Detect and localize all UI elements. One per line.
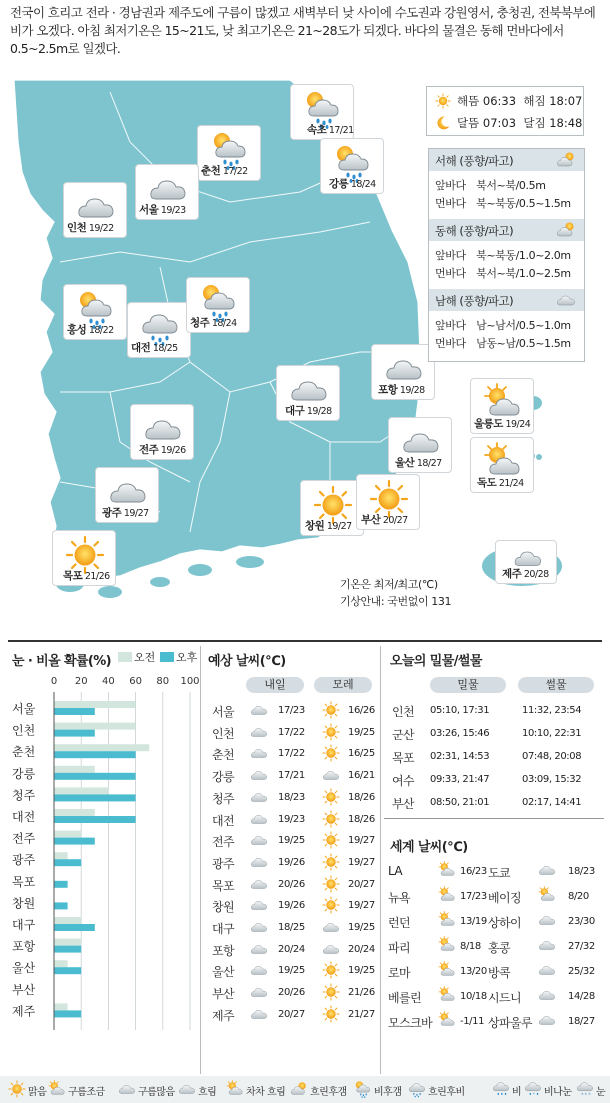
world-temp: 23/30 — [568, 916, 595, 927]
cloud-icon — [248, 701, 270, 719]
bar-pm — [54, 773, 136, 780]
forecast-tomorrow: 19/26 — [278, 856, 305, 868]
cloud-icon — [248, 723, 270, 741]
bar-pm — [54, 967, 81, 974]
forecast-dayafter: 16/25 — [348, 748, 375, 760]
sun-cloud-icon — [46, 1080, 68, 1098]
forecast-dayafter: 21/26 — [348, 987, 375, 999]
legend-am-swatch — [118, 652, 132, 662]
world-city: 상하이 — [488, 916, 521, 930]
world-city: 모스크바 — [388, 1016, 432, 1030]
forecast-dayafter: 20/24 — [348, 943, 375, 955]
city-tile-daejeon: 대전 18/25 — [127, 302, 191, 358]
forecast-city: 인천 — [212, 726, 234, 741]
world-temp: 25/32 — [568, 966, 595, 977]
world-temp: 27/32 — [568, 941, 595, 952]
precip-title: 눈 · 비올 확률(%) — [12, 654, 112, 669]
cloud-icon — [248, 983, 270, 1001]
bar-am — [54, 831, 81, 838]
cloud-rain-icon — [406, 1080, 428, 1098]
tide-low: 03:09, 15:32 — [522, 774, 582, 785]
bar-am — [54, 939, 81, 946]
category-label: 포항 — [12, 939, 36, 954]
sun-cloud-icon — [436, 936, 458, 954]
bar-pm — [54, 924, 95, 931]
city-tile-sokcho: 속초 17/21 — [290, 84, 354, 140]
forecast-tomorrow: 17/22 — [278, 726, 305, 738]
forecast-tomorrow: 20/24 — [278, 943, 305, 955]
cloud-icon — [248, 918, 270, 936]
bar-am — [54, 809, 95, 816]
legend-label: 비 — [512, 1087, 522, 1098]
legend-label: 흐림 — [198, 1087, 217, 1098]
sun-icon — [320, 853, 342, 871]
col-high-tide: 밀물 — [430, 677, 506, 693]
sun-icon — [320, 744, 342, 762]
sun-icon — [320, 788, 342, 806]
world-temp: 8/18 — [460, 941, 481, 952]
forecast-city: 창원 — [212, 900, 234, 915]
category-label: 광주 — [12, 853, 36, 868]
forecast-city: 청주 — [212, 791, 234, 806]
tick-label: 20 — [74, 676, 88, 687]
cloud-icon — [320, 766, 342, 784]
bar-pm — [54, 881, 68, 888]
bar-am — [54, 917, 81, 924]
forecast-dayafter: 19/25 — [348, 965, 375, 977]
sun-icon — [320, 723, 342, 741]
category-label: 인천 — [12, 723, 36, 738]
forecast-dayafter: 19/27 — [348, 835, 375, 847]
legend-pm-label: 오후 — [176, 651, 198, 664]
city-tile-daegu: 대구 19/28 — [276, 365, 340, 421]
city-tile-gwangju: 광주 19/27 — [95, 467, 159, 523]
category-label: 목포 — [12, 874, 36, 889]
moon-icon — [435, 115, 451, 131]
forecast-tomorrow: 17/23 — [278, 705, 305, 716]
sun-icon — [320, 961, 342, 979]
forecast-tomorrow: 18/23 — [278, 791, 305, 803]
category-label: 창원 — [12, 896, 36, 911]
sun-cloud-icon — [436, 861, 458, 879]
sun-cloud-icon — [436, 911, 458, 929]
city-tile-ulleungdo: 울릉도 19/24 — [470, 378, 534, 434]
forecast-tomorrow: 19/26 — [278, 900, 305, 912]
tide-low: 07:48, 20:08 — [522, 751, 582, 762]
legend-am-label: 오전 — [134, 651, 156, 664]
tide-high: 09:33, 21:47 — [430, 774, 490, 785]
world-city: 로마 — [388, 966, 410, 980]
world-temp: 17/23 — [460, 891, 487, 902]
divider-right — [380, 646, 381, 1074]
sun-icon — [320, 896, 342, 914]
legend-label: 비후갬 — [374, 1087, 402, 1098]
world-temp: 18/27 — [568, 1016, 595, 1027]
tick-label: 60 — [129, 676, 142, 687]
legend-label: 차차 흐림 — [246, 1087, 286, 1098]
forecast-dayafter: 19/27 — [348, 900, 375, 912]
cloud-icon — [248, 853, 270, 871]
cloud-icon — [536, 911, 558, 929]
cloud-icon — [248, 744, 270, 762]
bar-pm — [54, 751, 136, 758]
sun-cloud-rain-icon — [352, 1080, 374, 1098]
forecast-city: 부산 — [212, 987, 234, 1002]
cloud-icon — [248, 810, 270, 828]
forecast-city: 강릉 — [212, 770, 234, 785]
bar-am — [54, 766, 95, 773]
sea-south-heading: 남해 (풍향/파고) — [429, 289, 584, 311]
category-label: 대구 — [12, 918, 36, 932]
sun-cloud-icon — [536, 886, 558, 904]
category-label: 부산 — [12, 982, 36, 997]
world-city: 베이징 — [488, 891, 521, 905]
sea-west-heading: 서해 (풍향/파고) — [429, 149, 584, 171]
city-tile-mokpo: 목포 21/26 — [52, 530, 116, 586]
city-tile-dokdo: 독도 21/24 — [470, 437, 534, 493]
sun-icon — [6, 1080, 28, 1098]
category-label: 춘천 — [12, 745, 36, 760]
sun-icon — [320, 983, 342, 1001]
category-label: 서울 — [12, 702, 36, 716]
sun-cloud-icon — [436, 961, 458, 979]
map-notes: 기온은 최저/최고(℃) 기상안내: 국번없이 131 — [340, 578, 452, 608]
world-city: 상파울루 — [488, 1016, 532, 1030]
forecast-city: 춘천 — [212, 748, 234, 763]
sun-icon — [320, 831, 342, 849]
bar-pm — [54, 794, 136, 801]
tick-label: 0 — [50, 676, 58, 687]
divider-left — [200, 646, 201, 1074]
cloud-icon — [536, 936, 558, 954]
sea-east-heading: 동해 (풍향/파고) — [429, 219, 584, 241]
world-temp: 8/20 — [568, 891, 589, 902]
city-tile-jeonju: 전주 19/26 — [130, 404, 194, 460]
forecast-city: 목포 — [212, 878, 234, 893]
world-city: 방콕 — [488, 966, 510, 980]
bar-pm — [54, 946, 81, 953]
forecast-city: 대구 — [212, 922, 234, 936]
tide-place: 인천 — [392, 705, 414, 719]
bar-am — [54, 723, 136, 730]
cloud-sun-icon — [555, 220, 577, 240]
category-label: 제주 — [12, 1004, 36, 1019]
cloud-icon — [248, 788, 270, 806]
cloud-icon — [248, 940, 270, 958]
bar-am — [54, 787, 108, 794]
forecast-city: 제주 — [212, 1008, 234, 1023]
tide-low: 10:10, 22:31 — [522, 728, 582, 739]
forecast-tomorrow: 20/26 — [278, 987, 305, 999]
cloud-icon — [248, 875, 270, 893]
forecast-city: 대전 — [212, 813, 234, 828]
cloud-icon — [536, 961, 558, 979]
cloud-icon — [320, 940, 342, 958]
forecast-tomorrow: 20/26 — [278, 878, 305, 890]
forecast-tomorrow: 19/23 — [278, 813, 305, 825]
legend-pm-swatch — [160, 652, 174, 662]
city-tile-changwon: 창원 19/27 — [300, 480, 364, 536]
forecast-dayafter: 18/26 — [348, 813, 375, 825]
world-city: 뉴욕 — [388, 891, 410, 905]
bar-am — [54, 852, 68, 859]
city-tile-jeju: 제주 20/28 — [495, 540, 557, 584]
sunrise-icon — [435, 93, 451, 109]
cloud-icon — [536, 1011, 558, 1029]
cloud-icon — [248, 766, 270, 784]
tide-place: 군산 — [392, 728, 414, 742]
forecast-dayafter: 16/21 — [348, 770, 375, 782]
forecast-city: 전주 — [212, 835, 234, 850]
forecast-dayafter: 19/25 — [348, 726, 375, 738]
cloud-icon — [555, 290, 577, 310]
forecast-dayafter: 20/27 — [348, 878, 375, 890]
bar-pm — [54, 730, 95, 737]
category-label: 대전 — [12, 810, 36, 824]
bar-pm — [54, 1010, 81, 1017]
sun-icon — [320, 1005, 342, 1023]
category-label: 강릉 — [12, 766, 36, 781]
legend-label: 맑음 — [28, 1087, 47, 1098]
cloud-icon — [536, 986, 558, 1004]
city-tile-chuncheon: 춘천 17/22 — [197, 125, 261, 181]
bar-pm — [54, 859, 81, 866]
bar-am — [54, 701, 136, 708]
precip-chart — [0, 670, 200, 1040]
world-temp: -1/11 — [460, 1016, 485, 1027]
bar-pm — [54, 708, 95, 715]
city-tile-seoul: 서울 19/23 — [135, 164, 199, 220]
legend-label: 눈 — [596, 1087, 606, 1098]
world-city: 런던 — [388, 916, 410, 930]
city-tile-incheon: 인천 19/22 — [63, 182, 127, 238]
intro-summary: 전국이 흐리고 전라 · 경남권과 제주도에 구름이 많겠고 새벽부터 낮 사이에 수도권과 강원영서, 충청권, 전북북부에 비가 오겠다. 아침 최저기온은 15~21도, 낮 최고기온은 21~28도가 되겠다. 바다의 물결은 동해 먼바다에서 0.5~2.5m로 일겠다. — [10, 5, 596, 56]
tides-title: 오늘의 밀물/썰물 — [390, 654, 482, 669]
bar-am — [54, 960, 68, 967]
world-city: 홍콩 — [488, 941, 510, 955]
tide-low: 11:32, 23:54 — [522, 705, 582, 716]
legend-label: 비나눈 — [544, 1087, 572, 1098]
category-label: 전주 — [12, 831, 36, 846]
forecast-dayafter: 21/27 — [348, 1008, 375, 1020]
forecast-tomorrow: 19/25 — [278, 965, 305, 977]
city-tile-busan: 부산 20/27 — [356, 474, 420, 530]
tide-place: 부산 — [392, 797, 414, 811]
bar-pm — [54, 902, 68, 909]
section-divider — [8, 640, 602, 642]
tick-label: 40 — [102, 676, 115, 687]
city-tile-hongseong: 홍성 18/22 — [63, 284, 127, 340]
sun-moon-panel: 해뜸 06:33 해짐 18:07 달뜸 07:03 달짐 18:48 — [426, 86, 584, 136]
col-dayafter: 모레 — [314, 677, 372, 693]
snow-icon — [574, 1080, 596, 1098]
forecast-dayafter: 19/27 — [348, 856, 375, 868]
sun-cloud-icon — [224, 1080, 246, 1098]
world-divider — [384, 818, 604, 819]
sun-cloud-icon — [436, 1011, 458, 1029]
cloud-sun-icon — [288, 1080, 310, 1098]
cloud-icon — [176, 1080, 198, 1098]
forecast-city: 광주 — [212, 856, 234, 871]
world-temp: 13/20 — [460, 966, 487, 977]
tide-high: 08:50, 21:01 — [430, 797, 490, 808]
category-label: 청주 — [12, 788, 36, 803]
forecast-tomorrow: 17/22 — [278, 748, 305, 760]
cloud-icon — [248, 896, 270, 914]
forecast-dayafter: 16/26 — [348, 705, 375, 716]
col-low-tide: 썰물 — [518, 677, 594, 693]
city-tile-gangneung: 강릉 18/24 — [320, 138, 384, 194]
world-title: 세계 날씨(℃) — [390, 840, 468, 855]
cloud-icon — [536, 861, 558, 879]
world-city: 도쿄 — [488, 866, 510, 880]
forecast-city: 서울 — [212, 705, 234, 719]
sun-cloud-icon — [436, 986, 458, 1004]
tide-low: 02:17, 14:41 — [522, 797, 582, 808]
rain-snow-icon — [522, 1080, 544, 1098]
col-tomorrow: 내일 — [246, 677, 304, 693]
forecast-tomorrow: 18/25 — [278, 922, 305, 933]
city-tile-cheongju: 청주 18/24 — [186, 277, 250, 333]
cloud-icon — [248, 831, 270, 849]
world-temp: 16/23 — [460, 866, 487, 877]
bar-pm — [54, 816, 136, 823]
forecast-tomorrow: 20/27 — [278, 1008, 305, 1020]
world-temp: 10/18 — [460, 991, 487, 1002]
category-label: 울산 — [12, 961, 36, 976]
tide-place: 목포 — [392, 751, 414, 765]
bar-pm — [54, 838, 95, 845]
world-temp: 18/23 — [568, 866, 595, 877]
legend-label: 흐린후갬 — [310, 1087, 347, 1098]
world-city: 베를린 — [388, 991, 421, 1005]
world-city: 시드니 — [488, 991, 521, 1005]
sun-icon — [320, 875, 342, 893]
legend-label: 구름많음 — [138, 1087, 175, 1098]
sun-cloud-icon — [436, 886, 458, 904]
tick-label: 100 — [180, 676, 200, 687]
forecast-city: 울산 — [212, 965, 234, 980]
cloud-sun-icon — [555, 150, 577, 170]
cloud-icon — [248, 1005, 270, 1023]
world-city: 파리 — [388, 941, 410, 955]
legend-label: 흐린후비 — [428, 1087, 465, 1098]
weather-map — [0, 62, 610, 634]
world-temp: 14/28 — [568, 991, 595, 1002]
cloud-icon — [320, 918, 342, 936]
forecast-title: 예상 날씨(℃) — [208, 654, 286, 669]
forecast-dayafter: 19/25 — [348, 922, 375, 933]
bar-am — [54, 744, 149, 751]
city-tile-pohang: 포항 19/28 — [371, 344, 435, 400]
tick-label: 80 — [156, 676, 170, 687]
city-tile-ulsan: 울산 18/27 — [388, 417, 452, 473]
bar-am — [54, 1003, 68, 1010]
tide-high: 03:26, 15:46 — [430, 728, 490, 739]
cloud-icon — [248, 961, 270, 979]
forecast-tomorrow: 17/21 — [278, 770, 305, 782]
forecast-dayafter: 18/26 — [348, 791, 375, 803]
cloud-icon — [116, 1080, 138, 1098]
world-city: LA — [388, 864, 402, 878]
sun-icon — [320, 701, 342, 719]
forecast-tomorrow: 19/25 — [278, 835, 305, 847]
rain-icon — [490, 1080, 512, 1098]
world-temp: 13/19 — [460, 916, 487, 927]
tide-high: 02:31, 14:53 — [430, 751, 490, 762]
legend-label: 구름조금 — [68, 1087, 105, 1098]
sun-icon — [320, 810, 342, 828]
forecast-city: 포항 — [212, 943, 234, 958]
sea-conditions-panel: 서해 (풍향/파고) 앞바다 북서~북/0.5m 먼바다 북~북동/0.5~1.5m 동해 (풍향/파고) 앞바다 북~북동/1.0~2.0m 먼바다 북서~북/1.0~2.5m 남해 (풍향/파고) 앞바다 남~남서/0.5~1.0m 먼바다 남동~남/0.5~1.5m — [428, 148, 585, 362]
tide-high: 05:10, 17:31 — [430, 705, 490, 716]
tide-place: 여수 — [392, 774, 414, 788]
